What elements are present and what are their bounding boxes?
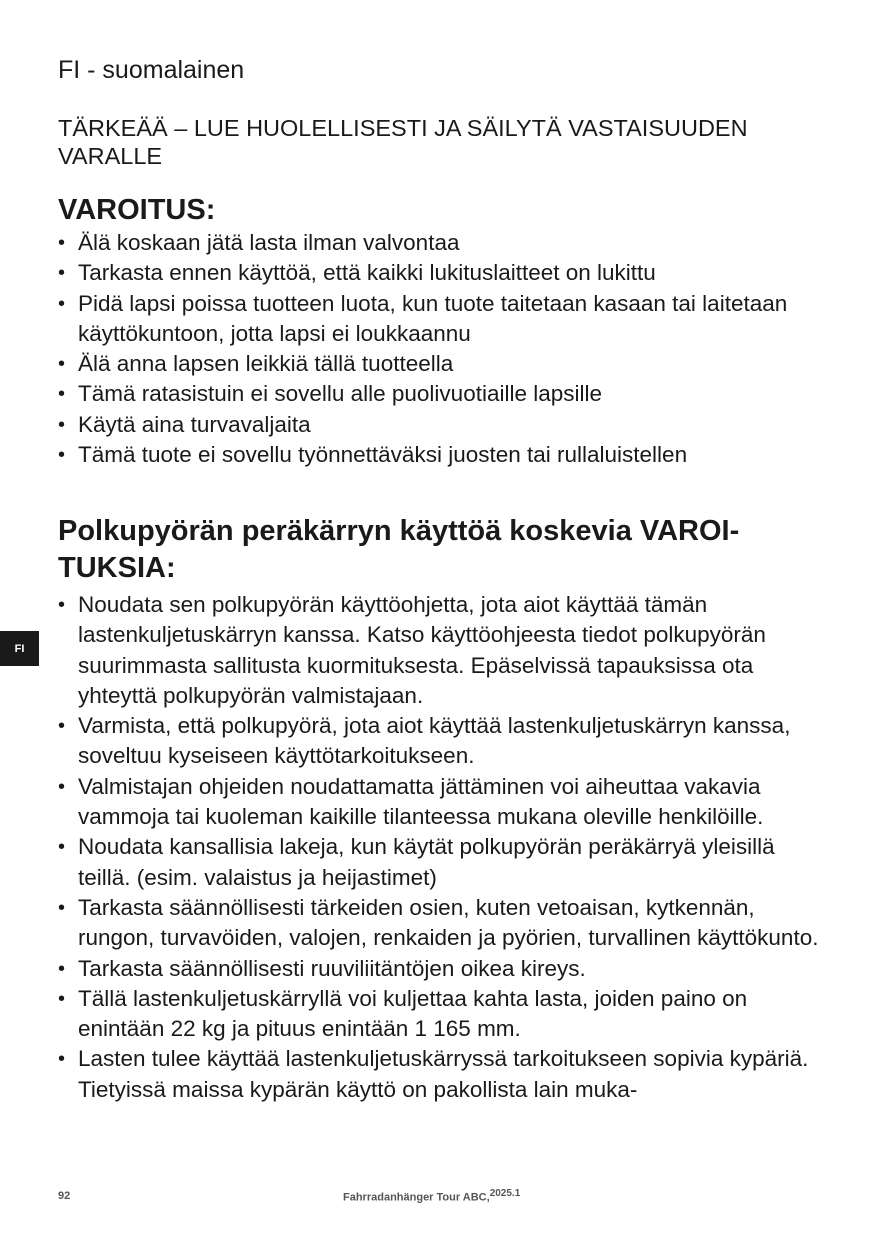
list-item: • Tarkasta ennen käyttöä, että kaikki lukituslaitteet on lukittu <box>58 258 823 288</box>
warnings-list <box>58 228 823 470</box>
document-name: Fahrradanhänger Tour ABC, <box>343 1191 490 1204</box>
important-notice: TÄRKEÄÄ – LUE HUOLELLISESTI JA SÄILYTÄ VASTAISUUDEN VARALLE <box>58 115 748 169</box>
bullet-icon: • <box>58 1048 66 1071</box>
list-item: • Tarkasta säännöllisesti ruuviliitäntöjen oikea kireys. <box>58 954 823 984</box>
bullet-icon: • <box>58 957 66 980</box>
list-item: • Käytä aina turvavaljaita <box>58 410 823 440</box>
bullet-icon: • <box>58 836 66 859</box>
bike-trailer-warnings-title: Polkupyörän peräkärryn käyttöä koskevia VAROITUKSIA: <box>58 515 740 584</box>
list-item: • Tämä tuote ei sovellu työnnettäväksi juosten tai rullaluistellen <box>58 440 823 470</box>
bullet-icon: • <box>58 594 66 616</box>
bullet-icon: • <box>58 413 66 436</box>
list-item: • Älä koskaan jätä lasta ilman valvontaa <box>58 228 823 258</box>
bullet-icon: • <box>58 775 66 798</box>
list-item: • Varmista, että polkupyörä, jota aiot käyttää lastenkuljetuskärryn kanssa, soveltuu kyseiseen käyttötarkoitukseen. <box>58 713 791 769</box>
bullet-icon: • <box>58 715 66 738</box>
bullet-icon: • <box>58 232 66 254</box>
list-item: • Lasten tulee käyttää lastenkuljetuskärryssä tarkoitukseen sopivia kypäriä. Tietyissä maissa kypärän käyttö on pakollista lain muka- <box>58 1046 809 1102</box>
page-number: 92 <box>58 1190 71 1202</box>
list-item: • Noudata kansallisia lakeja, kun käytät polkupyörän peräkärryä yleisillä teillä. (esim. valaistus ja heijastimet) <box>58 834 775 890</box>
list-item: • Tällä lastenkuljetuskärryllä voi kuljettaa kahta lasta, joiden paino on enintään 22 kg ja pituus enintään 1 165 mm. <box>58 985 748 1042</box>
warnings-title: VAROITUS: <box>58 194 216 226</box>
bullet-icon: • <box>58 292 66 315</box>
list-item: • Noudata sen polkupyörän käyttöohjetta, jota aiot käyttää tämän lastenkuljetuskärryn kanssa. Katso käyttöohjeesta tiedot polkupyörän suurimmasta sallitusta kuormituksesta. Epäselvissä tapauksissa ota yhteyttä polkupyörän valmistajaan. <box>58 592 766 708</box>
language-side-tab: FI <box>0 631 39 666</box>
list-item: • Valmistajan ohjeiden noudattamatta jättäminen voi aiheuttaa vakavia vammoja tai kuoleman kaikille tilanteessa mukana oleville henkilöille. <box>58 773 764 830</box>
document-footer <box>343 1188 520 1204</box>
bullet-icon: • <box>58 444 66 467</box>
list-item: • Älä anna lapsen leikkiä tällä tuotteella <box>58 349 823 379</box>
bullet-icon: • <box>58 262 66 285</box>
list-item: • Pidä lapsi poissa tuotteen luota, kun tuote taitetaan kasaan tai laitetaan käyttökuntoon, jotta lapsi ei loukkaannu <box>58 290 788 346</box>
list-item: • Tämä ratasistuin ei sovellu alle puolivuotiaille lapsille <box>58 379 823 409</box>
bullet-icon: • <box>58 383 66 406</box>
bullet-icon: • <box>58 896 66 919</box>
document-version: 2025.1 <box>489 1188 521 1199</box>
list-item: • Tarkasta säännöllisesti tärkeiden osien, kuten vetoaisan, kytkennän, rungon, turvavöiden, valojen, renkaiden ja pyörien, turvallinen käyttökunto. <box>58 894 819 951</box>
bullet-icon: • <box>58 987 66 1010</box>
bullet-icon: • <box>58 353 66 376</box>
language-heading: FI - suomalainen <box>58 56 245 84</box>
bike-trailer-warnings-list <box>58 590 823 1105</box>
